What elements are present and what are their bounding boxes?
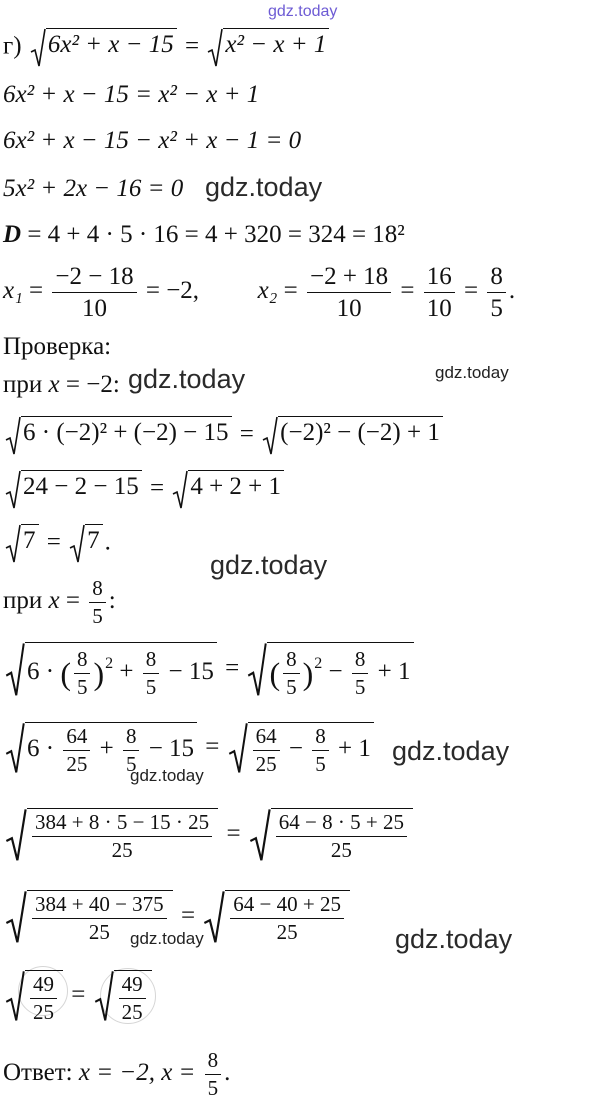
frac: $\frac{8}{5}$	[312, 726, 329, 775]
sqrt-lhs	[5, 808, 218, 863]
frac: $\frac{64}{25}$	[63, 726, 90, 775]
case-1-heading: при x = −2:	[3, 371, 120, 398]
case-2-heading: при x = $\frac{8}{5}$ :	[3, 576, 116, 628]
watermark-1: gdz.today	[205, 172, 323, 202]
sqrt-lhs: 6 · $\frac{64}{25}$ + $\frac{8}{5}$ − 15	[5, 722, 197, 775]
check2-line-2: 6 · $\frac{64}{25}$ + $\frac{8}{5}$ − 15 = $\frac{64}{25}$ − $\frac{8}{5}$ + 1	[3, 722, 376, 775]
watermark-7: gdz.today	[130, 929, 204, 948]
sqrt-rhs	[249, 808, 413, 863]
check2-line-1: 6 · ( $\frac{8}{5}$ )$^2$ + $\frac{8}{5}$ − 15 = ( $\frac{8}{5}$ )$^2$ − $\frac{8}{5}$ + 1	[3, 642, 416, 698]
sqrt-rhs	[203, 890, 350, 945]
frac: $\frac{384 + 40 - 375}{25}$	[32, 894, 167, 943]
discriminant-line: D = 4 + 4 · 5 · 16 = 4 + 320 = 324 = 18²	[3, 221, 405, 248]
equation-line-4: 5x² + 2x − 16 = 0	[3, 175, 184, 202]
answer-fraction: $\frac{8}{5}$	[205, 1050, 222, 1099]
frac: $\frac{64 - 40 + 25}{25}$	[230, 894, 344, 943]
sqrt-rhs: 4 + 2 + 1	[172, 470, 284, 510]
watermark-3: gdz.today	[435, 363, 509, 382]
case2-fraction: $\frac{8}{5}$	[89, 578, 106, 627]
x2-fraction-3: $\frac{8}{5}$	[487, 264, 506, 321]
roots-line: x₁ = $\frac{-2 - 18}{10}$ = −2, x₂ = $\frac{-2 + 18}{10}$ = $\frac{16}{10}$ = $\frac{8}{5}$ .	[3, 263, 516, 322]
watermark-top: gdz.today	[268, 3, 338, 20]
check2-line-3: $\frac{384 + 8 \cdot 5 - 15 \cdot 25}{25}$ = $\frac{64 - 8 \cdot 5 + 25}{25}$	[3, 808, 415, 863]
equation-line-3: 6x² + x − 15 − x² + x − 1 = 0	[3, 127, 302, 154]
check1-line-3: 7 = 7 .	[3, 524, 111, 564]
frac: $\frac{8}{5}$	[74, 649, 91, 698]
sqrt-lhs: 6x² + x − 15	[30, 28, 177, 68]
check2-line-4: $\frac{384 + 40 - 375}{25}$ = $\frac{64 - 40 + 25}{25}$	[3, 890, 352, 945]
frac: $\frac{49}{25}$	[119, 974, 146, 1023]
answer-line: Ответ: x = −2, x = $\frac{8}{5}$ .	[3, 1048, 231, 1100]
sqrt-rhs	[94, 970, 152, 1023]
frac: $\frac{8}{5}$	[123, 726, 140, 775]
x1-fraction: $\frac{-2 - 18}{10}$	[52, 264, 136, 321]
x2-fraction: $\frac{-2 + 18}{10}$	[307, 264, 391, 321]
sqrt-lhs: 6 · (−2)² + (−2) − 15	[5, 416, 232, 456]
frac: $\frac{64 - 8 \cdot 5 + 25}{25}$	[276, 812, 407, 861]
check2-line-5: $\frac{49}{25}$ = $\frac{49}{25}$	[3, 970, 154, 1023]
watermark-6: gdz.today	[130, 766, 204, 785]
sqrt-lhs: 7	[5, 524, 39, 564]
sqrt-rhs: x² − x + 1	[207, 28, 329, 68]
frac: $\frac{384 + 8 \cdot 5 - 15 \cdot 25}{25}$	[32, 812, 212, 861]
sqrt-rhs: 7	[69, 524, 103, 564]
check1-line-2: 24 − 2 − 15 = 4 + 2 + 1	[3, 470, 286, 510]
watermark-2: gdz.today	[128, 364, 246, 394]
sqrt-lhs: 6 · ( $\frac{8}{5}$ )$^2$ + $\frac{8}{5}$ − 15	[5, 642, 217, 698]
sqrt-lhs	[5, 970, 63, 1023]
equation-line-1: г) 6x² + x − 15 = x² − x + 1	[3, 28, 331, 68]
sqrt-rhs: (−2)² − (−2) + 1	[262, 416, 443, 456]
frac: $\frac{49}{25}$	[30, 974, 57, 1023]
frac: $\frac{8}{5}$	[283, 649, 300, 698]
check1-line-1: 6 · (−2)² + (−2) − 15 = (−2)² − (−2) + 1	[3, 416, 445, 456]
item-label: г)	[3, 32, 22, 60]
frac: $\frac{8}{5}$	[143, 649, 160, 698]
check-title: Проверка:	[3, 333, 112, 360]
frac: $\frac{8}{5}$	[352, 649, 369, 698]
watermark-8: gdz.today	[395, 924, 513, 954]
equation-line-2: 6x² + x − 15 = x² − x + 1	[3, 81, 260, 108]
watermark-4: gdz.today	[210, 550, 328, 580]
sqrt-lhs: 24 − 2 − 15	[5, 470, 142, 510]
sqrt-rhs: ( $\frac{8}{5}$ )$^2$ − $\frac{8}{5}$ + 1	[247, 642, 413, 698]
sqrt-rhs: $\frac{64}{25}$ − $\frac{8}{5}$ + 1	[228, 722, 374, 775]
watermark-5: gdz.today	[392, 736, 510, 766]
frac: $\frac{64}{25}$	[253, 726, 280, 775]
x2-fraction-2: $\frac{16}{10}$	[424, 264, 455, 321]
